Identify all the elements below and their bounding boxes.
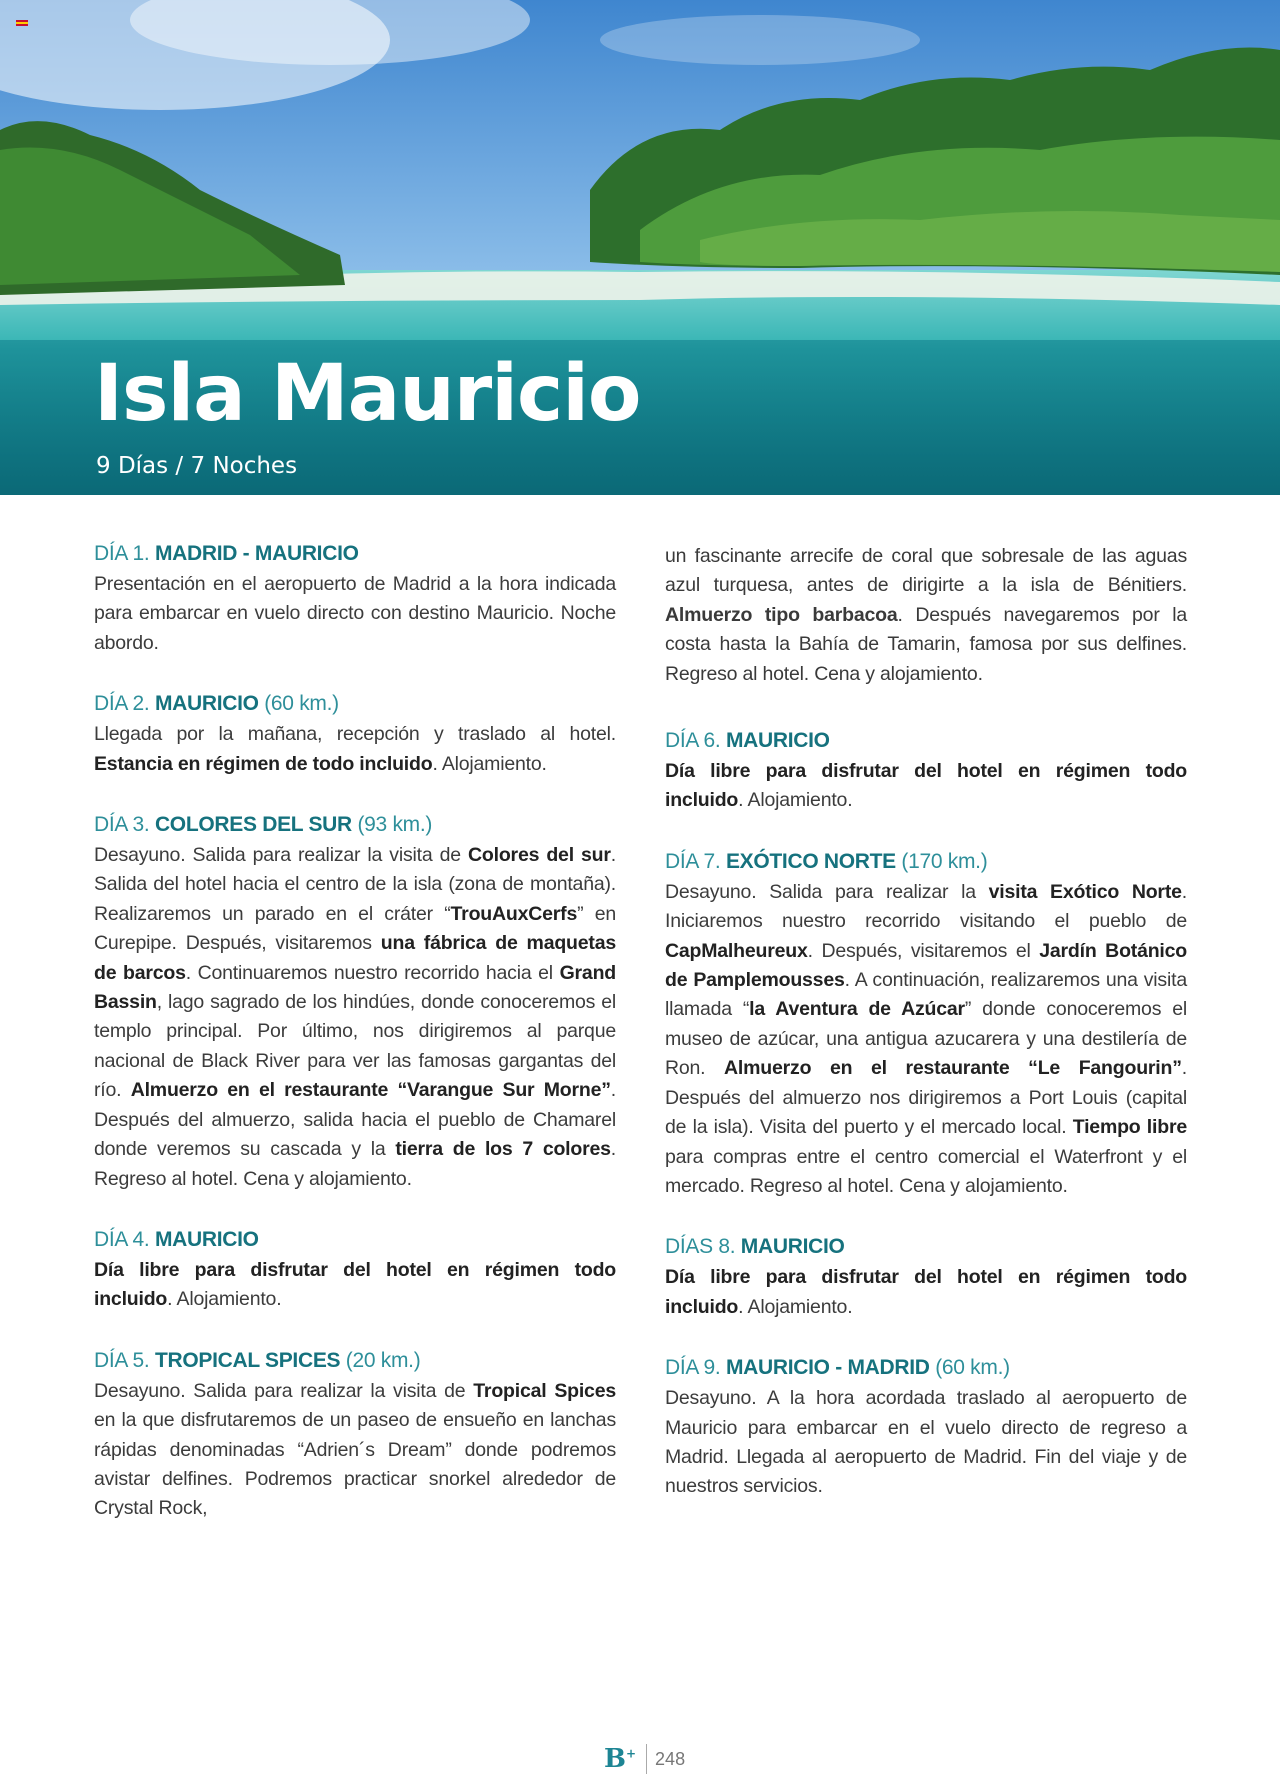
day-section xyxy=(665,850,1187,1201)
day-heading xyxy=(94,692,616,716)
body-text: en la que disfrutaremos de un paseo de ensueño en lanchas rápidas denominadas “Adrien´s Dream” donde podremos avistar delfines. Podremos practicar snorkel alrededor de Crystal Rock, xyxy=(94,1409,616,1520)
day-label: DÍA 4. xyxy=(94,1227,155,1251)
day-description xyxy=(665,1263,1187,1322)
itinerary-left-column xyxy=(94,542,616,1558)
body-text: . Alojamiento. xyxy=(432,752,547,775)
day-title: MAURICIO xyxy=(154,692,259,716)
highlight-text: Grand Bassin xyxy=(94,961,616,1014)
highlight-text: Tiempo libre xyxy=(1072,1116,1187,1139)
body-text: Presentación en el aeropuerto de Madrid a la hora indicada para embarcar en vuelo directo con destino Mauricio. Noche abordo. xyxy=(94,573,616,654)
day-title: MAURICIO xyxy=(725,729,830,753)
day-description xyxy=(94,720,616,779)
day-heading xyxy=(665,1356,1187,1380)
body-text: . Alojamiento. xyxy=(738,1295,853,1318)
day-label: DÍA 9. xyxy=(665,1356,726,1380)
body-text: ” donde conoceremos el museo de azúcar, una antigua azucarera y una destilería de Ron. xyxy=(665,998,1187,1080)
highlight-text: Colores del sur xyxy=(468,844,611,867)
body-text: . Después del almuerzo nos dirigiremos a Port Louis (capital de la isla). Visita del puerto y el mercado local. xyxy=(665,1057,1187,1139)
day-distance: (20 km.) xyxy=(340,1348,421,1372)
day-section xyxy=(665,1356,1187,1502)
day-description xyxy=(94,1256,616,1315)
body-text: . Iniciaremos nuestro recorrido visitando el pueblo de xyxy=(665,880,1187,933)
body-text: . Después navegaremos por la costa hasta la Bahía de Tamarin, famosa por sus delfines. Regreso al hotel. Cena y alojamiento. xyxy=(665,603,1188,685)
day-section xyxy=(94,1349,616,1524)
body-text: . Después, visitaremos el xyxy=(807,939,1040,962)
body-text: Desayuno. Salida para realizar la xyxy=(665,880,989,903)
language-flag-icon xyxy=(16,20,28,26)
day-5-continuation xyxy=(665,542,1187,689)
body-text: para compras entre el centro comercial el Waterfront y el mercado. Regreso al hotel. Cena y alojamiento. xyxy=(665,1145,1187,1197)
body-text: . Continuaremos nuestro recorrido hacia el xyxy=(185,961,560,984)
day-heading xyxy=(94,1228,616,1252)
highlight-text: Día libre para disfrutar del hotel en régimen todo incluido xyxy=(665,1266,1187,1318)
day-section xyxy=(94,813,616,1194)
day-title: MAURICIO xyxy=(154,1227,259,1251)
page-title: Isla Mauricio xyxy=(94,349,641,439)
body-text: Desayuno. Salida para realizar la visita de xyxy=(94,1379,474,1402)
day-description xyxy=(94,570,616,658)
day-section xyxy=(665,1235,1187,1322)
day-section xyxy=(94,1228,616,1315)
brand-logo-mark: + xyxy=(625,1746,637,1761)
page-footer xyxy=(604,1742,685,1776)
day-description xyxy=(94,841,616,1194)
body-text: . Después del almuerzo, salida hacia el pueblo de Chamarel donde veremos su cascada y la xyxy=(94,1079,617,1161)
day-label: DÍA 3. xyxy=(94,813,155,837)
highlight-text: visita Exótico Norte xyxy=(988,880,1182,903)
hero-banner xyxy=(0,0,1280,495)
highlight-text: Almuerzo tipo barbacoa xyxy=(665,603,898,626)
body-text: . Alojamiento. xyxy=(167,1288,282,1311)
highlight-text: CapMalheureux xyxy=(665,939,808,962)
day-distance: (60 km.) xyxy=(258,692,339,716)
day-heading xyxy=(94,1349,616,1373)
day-heading xyxy=(665,729,1187,753)
highlight-text: tierra de los 7 colores xyxy=(395,1138,611,1161)
trip-duration: 9 Días / 7 Noches xyxy=(96,453,298,479)
highlight-text: Jardín Botánico de Pamplemousses xyxy=(665,939,1187,992)
day-label: DÍA 7. xyxy=(665,849,726,873)
body-text: . A continuación, realizaremos una visita llamada “ xyxy=(665,969,1187,1021)
highlight-text: una fábrica de maquetas de barcos xyxy=(94,932,616,984)
day-label: DÍAS 8. xyxy=(665,1235,741,1259)
day-distance: (60 km.) xyxy=(929,1356,1010,1380)
page-number: 248 xyxy=(655,1748,686,1769)
body-text: un fascinante arrecife de coral que sobresale de las aguas azul turquesa, antes de dirigirte a la isla de Bénitiers. xyxy=(665,545,1187,597)
body-text: Llegada por la mañana, recepción y traslado al hotel. xyxy=(94,723,616,746)
day-section xyxy=(94,692,616,779)
body-text: , lago sagrado de los hindúes, donde conoceremos el templo principal. Por último, nos dirigiremos al parque nacional de Black River para ver las famosas gargantas del río. xyxy=(94,991,616,1102)
footer-divider xyxy=(646,1744,647,1774)
day-heading xyxy=(665,850,1187,874)
day-heading xyxy=(94,542,616,566)
highlight-text: Tropical Spices xyxy=(473,1379,616,1402)
day-title: MAURICIO xyxy=(740,1235,845,1259)
body-text: Desayuno. A la hora acordada traslado al aeropuerto de Mauricio para embarcar en el vuelo directo de regreso a Madrid. Llegada al aeropuerto de Madrid. Fin del viaje y de nuestros servicios. xyxy=(665,1387,1187,1498)
highlight-text: Día libre para disfrutar del hotel en régimen todo incluido xyxy=(665,760,1187,812)
highlight-text: Estancia en régimen de todo incluido xyxy=(94,752,433,775)
day-description xyxy=(665,757,1187,816)
day-distance: (170 km.) xyxy=(895,849,988,873)
day-description xyxy=(665,878,1187,1201)
day-label: DÍA 6. xyxy=(665,729,726,753)
day-title: EXÓTICO NORTE xyxy=(725,849,896,873)
body-text: ” en Curepipe. Después, visitaremos xyxy=(94,902,616,955)
brand-logo-letter: B xyxy=(604,1744,626,1774)
day-heading xyxy=(94,813,616,837)
day-description xyxy=(665,1384,1187,1502)
day-label: DÍA 1. xyxy=(94,542,155,565)
brand-logo xyxy=(604,1744,636,1774)
day-title: MADRID - MAURICIO xyxy=(154,542,359,565)
highlight-text: Almuerzo en el restaurante “Varangue Sur Morne” xyxy=(130,1079,611,1102)
highlight-text: la Aventura de Azúcar xyxy=(749,998,965,1021)
body-text: . Regreso al hotel. Cena y alojamiento. xyxy=(94,1138,617,1190)
day-title: COLORES DEL SUR xyxy=(154,813,352,837)
body-text: . Alojamiento. xyxy=(738,789,853,812)
day-section xyxy=(94,542,616,658)
itinerary-right-column xyxy=(665,542,1187,1536)
day-label: DÍA 5. xyxy=(94,1348,155,1372)
day-distance: (93 km.) xyxy=(351,813,433,837)
day-title: MAURICIO - MADRID xyxy=(725,1356,930,1380)
highlight-text: Día libre para disfrutar del hotel en régimen todo incluido xyxy=(94,1258,616,1311)
body-text: . Salida del hotel hacia el centro de la isla (zona de montaña). Realizaremos un parado en el cráter “ xyxy=(94,844,616,925)
day-heading xyxy=(665,1235,1187,1259)
day-label: DÍA 2. xyxy=(94,692,155,716)
highlight-text: TrouAuxCerfs xyxy=(450,902,578,925)
day-description xyxy=(94,1377,616,1524)
day-title: TROPICAL SPICES xyxy=(154,1348,341,1372)
highlight-text: Almuerzo en el restaurante “Le Fangourin” xyxy=(724,1057,1182,1080)
day-5-continuation-text xyxy=(665,542,1187,689)
body-text: Desayuno. Salida para realizar la visita de xyxy=(94,844,469,867)
day-section xyxy=(665,729,1187,816)
